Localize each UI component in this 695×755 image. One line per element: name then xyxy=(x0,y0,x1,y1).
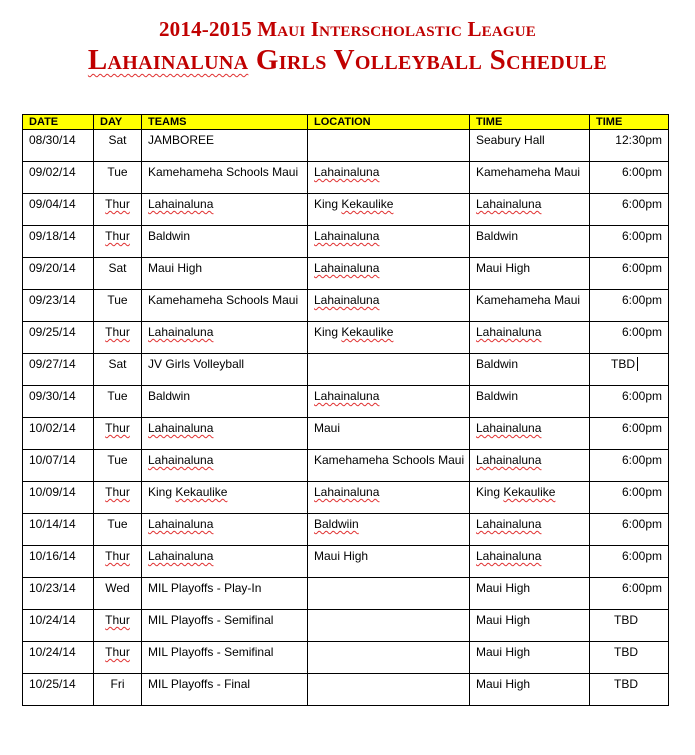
cell-time-text: Maui High xyxy=(476,677,531,691)
cell-teams-text: Lahainaluna xyxy=(148,197,214,211)
cell-teams xyxy=(142,642,308,674)
cell-location xyxy=(308,578,470,610)
cell-day xyxy=(94,354,142,386)
cell-date-text: 10/07/14 xyxy=(29,453,76,467)
cell-time-2-text: 6:00pm xyxy=(621,517,662,531)
column-header-teams: TEAMS xyxy=(142,115,308,130)
cell-time-text: Maui High xyxy=(476,581,531,595)
cell-day xyxy=(94,194,142,226)
cell-day-text: Sat xyxy=(108,133,127,147)
cell-day-text: Thur xyxy=(105,197,130,211)
cell-teams-text: King Kekaulike xyxy=(148,485,228,499)
table-row xyxy=(23,578,669,610)
cell-time-text: Kamehameha Maui xyxy=(476,293,581,307)
cell-time xyxy=(470,130,590,162)
cell-date xyxy=(23,258,94,290)
cell-time xyxy=(470,578,590,610)
cell-teams xyxy=(142,450,308,482)
cell-time xyxy=(470,258,590,290)
cell-time xyxy=(470,290,590,322)
cell-location-text: Kamehameha Schools Maui xyxy=(314,453,465,467)
cell-time-2-text: 6:00pm xyxy=(621,453,662,467)
cell-time-2 xyxy=(590,290,669,322)
cell-time-2 xyxy=(590,322,669,354)
cell-time-2 xyxy=(590,354,669,386)
cell-teams-text: Lahainaluna xyxy=(148,325,214,339)
cell-time-text: Baldwin xyxy=(476,389,519,403)
cell-time xyxy=(470,450,590,482)
table-row xyxy=(23,194,669,226)
cell-time-2 xyxy=(590,162,669,194)
cell-time-2 xyxy=(590,194,669,226)
cell-time-text: Baldwin xyxy=(476,357,519,371)
cell-time-text: Maui High xyxy=(476,645,531,659)
cell-time-2 xyxy=(590,450,669,482)
cell-date-text: 10/02/14 xyxy=(29,421,76,435)
page-title-rest: Girls Volleyball Schedule xyxy=(248,44,608,76)
cell-location xyxy=(308,514,470,546)
cell-date-text: 10/24/14 xyxy=(29,613,76,627)
cell-teams-text: MIL Playoffs - Play-In xyxy=(148,581,262,595)
table-row xyxy=(23,322,669,354)
page-title-school: Lahainaluna xyxy=(87,44,249,76)
cell-day-text: Wed xyxy=(105,581,130,595)
cell-teams xyxy=(142,226,308,258)
cell-day-text: Tue xyxy=(107,453,128,467)
table-row xyxy=(23,610,669,642)
table-row xyxy=(23,482,669,514)
table-row xyxy=(23,354,669,386)
schedule-table xyxy=(22,114,669,706)
table-row xyxy=(23,162,669,194)
cell-day xyxy=(94,290,142,322)
column-header-time: TIME xyxy=(470,115,590,130)
cell-time-text: Lahainaluna xyxy=(476,549,542,563)
column-header-time-2: TIME xyxy=(590,115,669,130)
cell-location xyxy=(308,610,470,642)
cell-date-text: 09/30/14 xyxy=(29,389,76,403)
cell-date-text: 09/27/14 xyxy=(29,357,76,371)
cell-date xyxy=(23,514,94,546)
cell-day xyxy=(94,642,142,674)
page-subtitle: 2014-2015 Maui Interscholastic League xyxy=(158,17,537,41)
cell-time-2 xyxy=(590,482,669,514)
cell-day-text: Tue xyxy=(107,389,128,403)
cell-date xyxy=(23,578,94,610)
cell-teams-text: Lahainaluna xyxy=(148,517,214,531)
cell-teams xyxy=(142,578,308,610)
cell-teams xyxy=(142,322,308,354)
cell-date-text: 09/25/14 xyxy=(29,325,76,339)
cell-location-text: Maui xyxy=(314,421,341,435)
cell-date xyxy=(23,130,94,162)
table-row xyxy=(23,258,669,290)
cell-teams-text: MIL Playoffs - Final xyxy=(148,677,251,691)
cell-location-text: Lahainaluna xyxy=(314,229,380,243)
cell-day-text: Thur xyxy=(105,485,130,499)
cell-day xyxy=(94,610,142,642)
cell-day xyxy=(94,546,142,578)
cell-teams-text: Lahainaluna xyxy=(148,549,214,563)
cell-location xyxy=(308,482,470,514)
cell-time-text: Seabury Hall xyxy=(476,133,545,147)
cell-teams xyxy=(142,546,308,578)
cell-time-2-text: 6:00pm xyxy=(621,421,662,435)
cell-teams xyxy=(142,290,308,322)
cell-time-2-text: TBD xyxy=(614,613,638,627)
cell-location xyxy=(308,450,470,482)
cell-time xyxy=(470,354,590,386)
text-cursor xyxy=(637,357,638,371)
cell-time-2-text: 6:00pm xyxy=(621,389,662,403)
table-row xyxy=(23,450,669,482)
cell-time-2-text: TBD xyxy=(614,677,638,691)
column-header-date: DATE xyxy=(23,115,94,130)
cell-day xyxy=(94,482,142,514)
cell-date xyxy=(23,290,94,322)
cell-date xyxy=(23,450,94,482)
cell-location xyxy=(308,226,470,258)
cell-date-text: 09/04/14 xyxy=(29,197,76,211)
cell-date xyxy=(23,354,94,386)
table-row xyxy=(23,514,669,546)
cell-time-text: King Kekaulike xyxy=(476,485,556,499)
cell-date xyxy=(23,162,94,194)
table-header-row xyxy=(23,115,669,130)
cell-day-text: Fri xyxy=(110,677,125,691)
cell-day xyxy=(94,514,142,546)
cell-time-2 xyxy=(590,130,669,162)
cell-day-text: Thur xyxy=(105,421,130,435)
cell-day-text: Thur xyxy=(105,325,130,339)
cell-date xyxy=(23,546,94,578)
table-row xyxy=(23,418,669,450)
cell-teams-text: Lahainaluna xyxy=(148,453,214,467)
cell-date xyxy=(23,194,94,226)
cell-day-text: Tue xyxy=(107,517,128,531)
cell-date xyxy=(23,642,94,674)
cell-time xyxy=(470,514,590,546)
cell-date xyxy=(23,418,94,450)
cell-location xyxy=(308,354,470,386)
cell-location-text: Maui High xyxy=(314,549,369,563)
cell-date-text: 10/25/14 xyxy=(29,677,76,691)
column-header-day: DAY xyxy=(94,115,142,130)
cell-location xyxy=(308,642,470,674)
cell-date-text: 10/14/14 xyxy=(29,517,76,531)
cell-teams xyxy=(142,418,308,450)
table-row xyxy=(23,386,669,418)
table-row xyxy=(23,546,669,578)
cell-date-text: 10/24/14 xyxy=(29,645,76,659)
cell-teams xyxy=(142,354,308,386)
cell-date xyxy=(23,322,94,354)
cell-day-text: Thur xyxy=(105,613,130,627)
cell-teams-text: MIL Playoffs - Semifinal xyxy=(148,613,274,627)
cell-time-2-text: 6:00pm xyxy=(621,581,662,595)
cell-time-text: Lahainaluna xyxy=(476,325,542,339)
cell-day-text: Thur xyxy=(105,549,130,563)
table-row xyxy=(23,130,669,162)
cell-time xyxy=(470,386,590,418)
cell-date-text: 09/20/14 xyxy=(29,261,76,275)
cell-time-2 xyxy=(590,418,669,450)
cell-teams-text: Lahainaluna xyxy=(148,421,214,435)
cell-day-text: Tue xyxy=(107,293,128,307)
cell-day-text: Thur xyxy=(105,645,130,659)
cell-time-2-text: 6:00pm xyxy=(621,229,662,243)
cell-time-2-text: TBD xyxy=(614,645,638,659)
cell-time-2 xyxy=(590,226,669,258)
cell-location xyxy=(308,130,470,162)
cell-day xyxy=(94,418,142,450)
cell-time xyxy=(470,482,590,514)
cell-time xyxy=(470,546,590,578)
cell-day-text: Tue xyxy=(107,165,128,179)
cell-time xyxy=(470,194,590,226)
cell-location-text: Lahainaluna xyxy=(314,485,380,499)
cell-date xyxy=(23,610,94,642)
cell-teams xyxy=(142,194,308,226)
cell-time-2-text: 6:00pm xyxy=(621,165,662,179)
cell-teams-text: Kamehameha Schools Maui xyxy=(148,165,299,179)
cell-time-2 xyxy=(590,642,669,674)
cell-date-text: 10/16/14 xyxy=(29,549,76,563)
cell-day-text: Sat xyxy=(108,357,127,371)
cell-teams-text: MIL Playoffs - Semifinal xyxy=(148,645,274,659)
cell-time-2 xyxy=(590,514,669,546)
cell-location-text: Lahainaluna xyxy=(314,293,380,307)
cell-teams xyxy=(142,130,308,162)
cell-time-2-text: 6:00pm xyxy=(621,325,662,339)
cell-time xyxy=(470,610,590,642)
cell-time-2 xyxy=(590,386,669,418)
cell-time-2-text: 12:30pm xyxy=(615,133,662,147)
cell-location xyxy=(308,322,470,354)
cell-day xyxy=(94,386,142,418)
cell-location-text: Lahainaluna xyxy=(314,261,380,275)
cell-time xyxy=(470,674,590,706)
cell-day xyxy=(94,578,142,610)
cell-time-text: Lahainaluna xyxy=(476,421,542,435)
cell-time-2-text: 6:00pm xyxy=(621,485,662,499)
cell-day xyxy=(94,450,142,482)
cell-time xyxy=(470,642,590,674)
cell-teams xyxy=(142,482,308,514)
cell-time-text: Lahainaluna xyxy=(476,453,542,467)
cell-day-text: Sat xyxy=(108,261,127,275)
cell-time xyxy=(470,418,590,450)
cell-time-2 xyxy=(590,258,669,290)
cell-time-2 xyxy=(590,610,669,642)
cell-location xyxy=(308,258,470,290)
cell-day-text: Thur xyxy=(105,229,130,243)
cell-location xyxy=(308,418,470,450)
cell-day xyxy=(94,226,142,258)
cell-location xyxy=(308,290,470,322)
cell-location-text: Lahainaluna xyxy=(314,165,380,179)
cell-location xyxy=(308,674,470,706)
cell-location-text: King Kekaulike xyxy=(314,325,394,339)
cell-location-text: King Kekaulike xyxy=(314,197,394,211)
cell-teams-text: Baldwin xyxy=(148,389,191,403)
table-row xyxy=(23,226,669,258)
cell-time-text: Lahainaluna xyxy=(476,517,542,531)
table-row xyxy=(23,642,669,674)
cell-time xyxy=(470,162,590,194)
cell-location-text: Lahainaluna xyxy=(314,389,380,403)
cell-date xyxy=(23,674,94,706)
cell-teams xyxy=(142,674,308,706)
cell-time-2 xyxy=(590,674,669,706)
cell-location xyxy=(308,546,470,578)
cell-teams xyxy=(142,386,308,418)
cell-teams-text: Baldwin xyxy=(148,229,191,243)
cell-teams-text: JAMBOREE xyxy=(148,133,215,147)
cell-time-2-text: 6:00pm xyxy=(621,197,662,211)
cell-date-text: 09/23/14 xyxy=(29,293,76,307)
column-header-location: LOCATION xyxy=(308,115,470,130)
cell-day xyxy=(94,162,142,194)
cell-teams xyxy=(142,162,308,194)
cell-location xyxy=(308,162,470,194)
cell-day xyxy=(94,258,142,290)
cell-teams-text: Maui High xyxy=(148,261,203,275)
cell-time-2-text: TBD xyxy=(611,357,635,371)
cell-date-text: 10/09/14 xyxy=(29,485,76,499)
cell-teams xyxy=(142,514,308,546)
cell-time-text: Kamehameha Maui xyxy=(476,165,581,179)
cell-time-2-text: 6:00pm xyxy=(621,549,662,563)
page-title xyxy=(0,44,695,77)
cell-location xyxy=(308,194,470,226)
cell-day xyxy=(94,674,142,706)
cell-time xyxy=(470,226,590,258)
cell-time xyxy=(470,322,590,354)
cell-time-2-text: 6:00pm xyxy=(621,261,662,275)
cell-date-text: 10/23/14 xyxy=(29,581,76,595)
cell-time-2 xyxy=(590,546,669,578)
cell-time-text: Maui High xyxy=(476,261,531,275)
table-row xyxy=(23,290,669,322)
cell-time-2-text: 6:00pm xyxy=(621,293,662,307)
cell-date-text: 09/18/14 xyxy=(29,229,76,243)
cell-location xyxy=(308,386,470,418)
cell-date-text: 08/30/14 xyxy=(29,133,76,147)
cell-date-text: 09/02/14 xyxy=(29,165,76,179)
cell-teams-text: Kamehameha Schools Maui xyxy=(148,293,299,307)
cell-location-text: Baldwiin xyxy=(314,517,359,531)
cell-time-2 xyxy=(590,578,669,610)
cell-date xyxy=(23,482,94,514)
table-row xyxy=(23,674,669,706)
cell-time-text: Maui High xyxy=(476,613,531,627)
cell-day xyxy=(94,322,142,354)
cell-date xyxy=(23,226,94,258)
cell-time-text: Lahainaluna xyxy=(476,197,542,211)
cell-teams-text: JV Girls Volleyball xyxy=(148,357,245,371)
cell-day xyxy=(94,130,142,162)
cell-teams xyxy=(142,258,308,290)
cell-teams xyxy=(142,610,308,642)
cell-date xyxy=(23,386,94,418)
cell-time-text: Baldwin xyxy=(476,229,519,243)
